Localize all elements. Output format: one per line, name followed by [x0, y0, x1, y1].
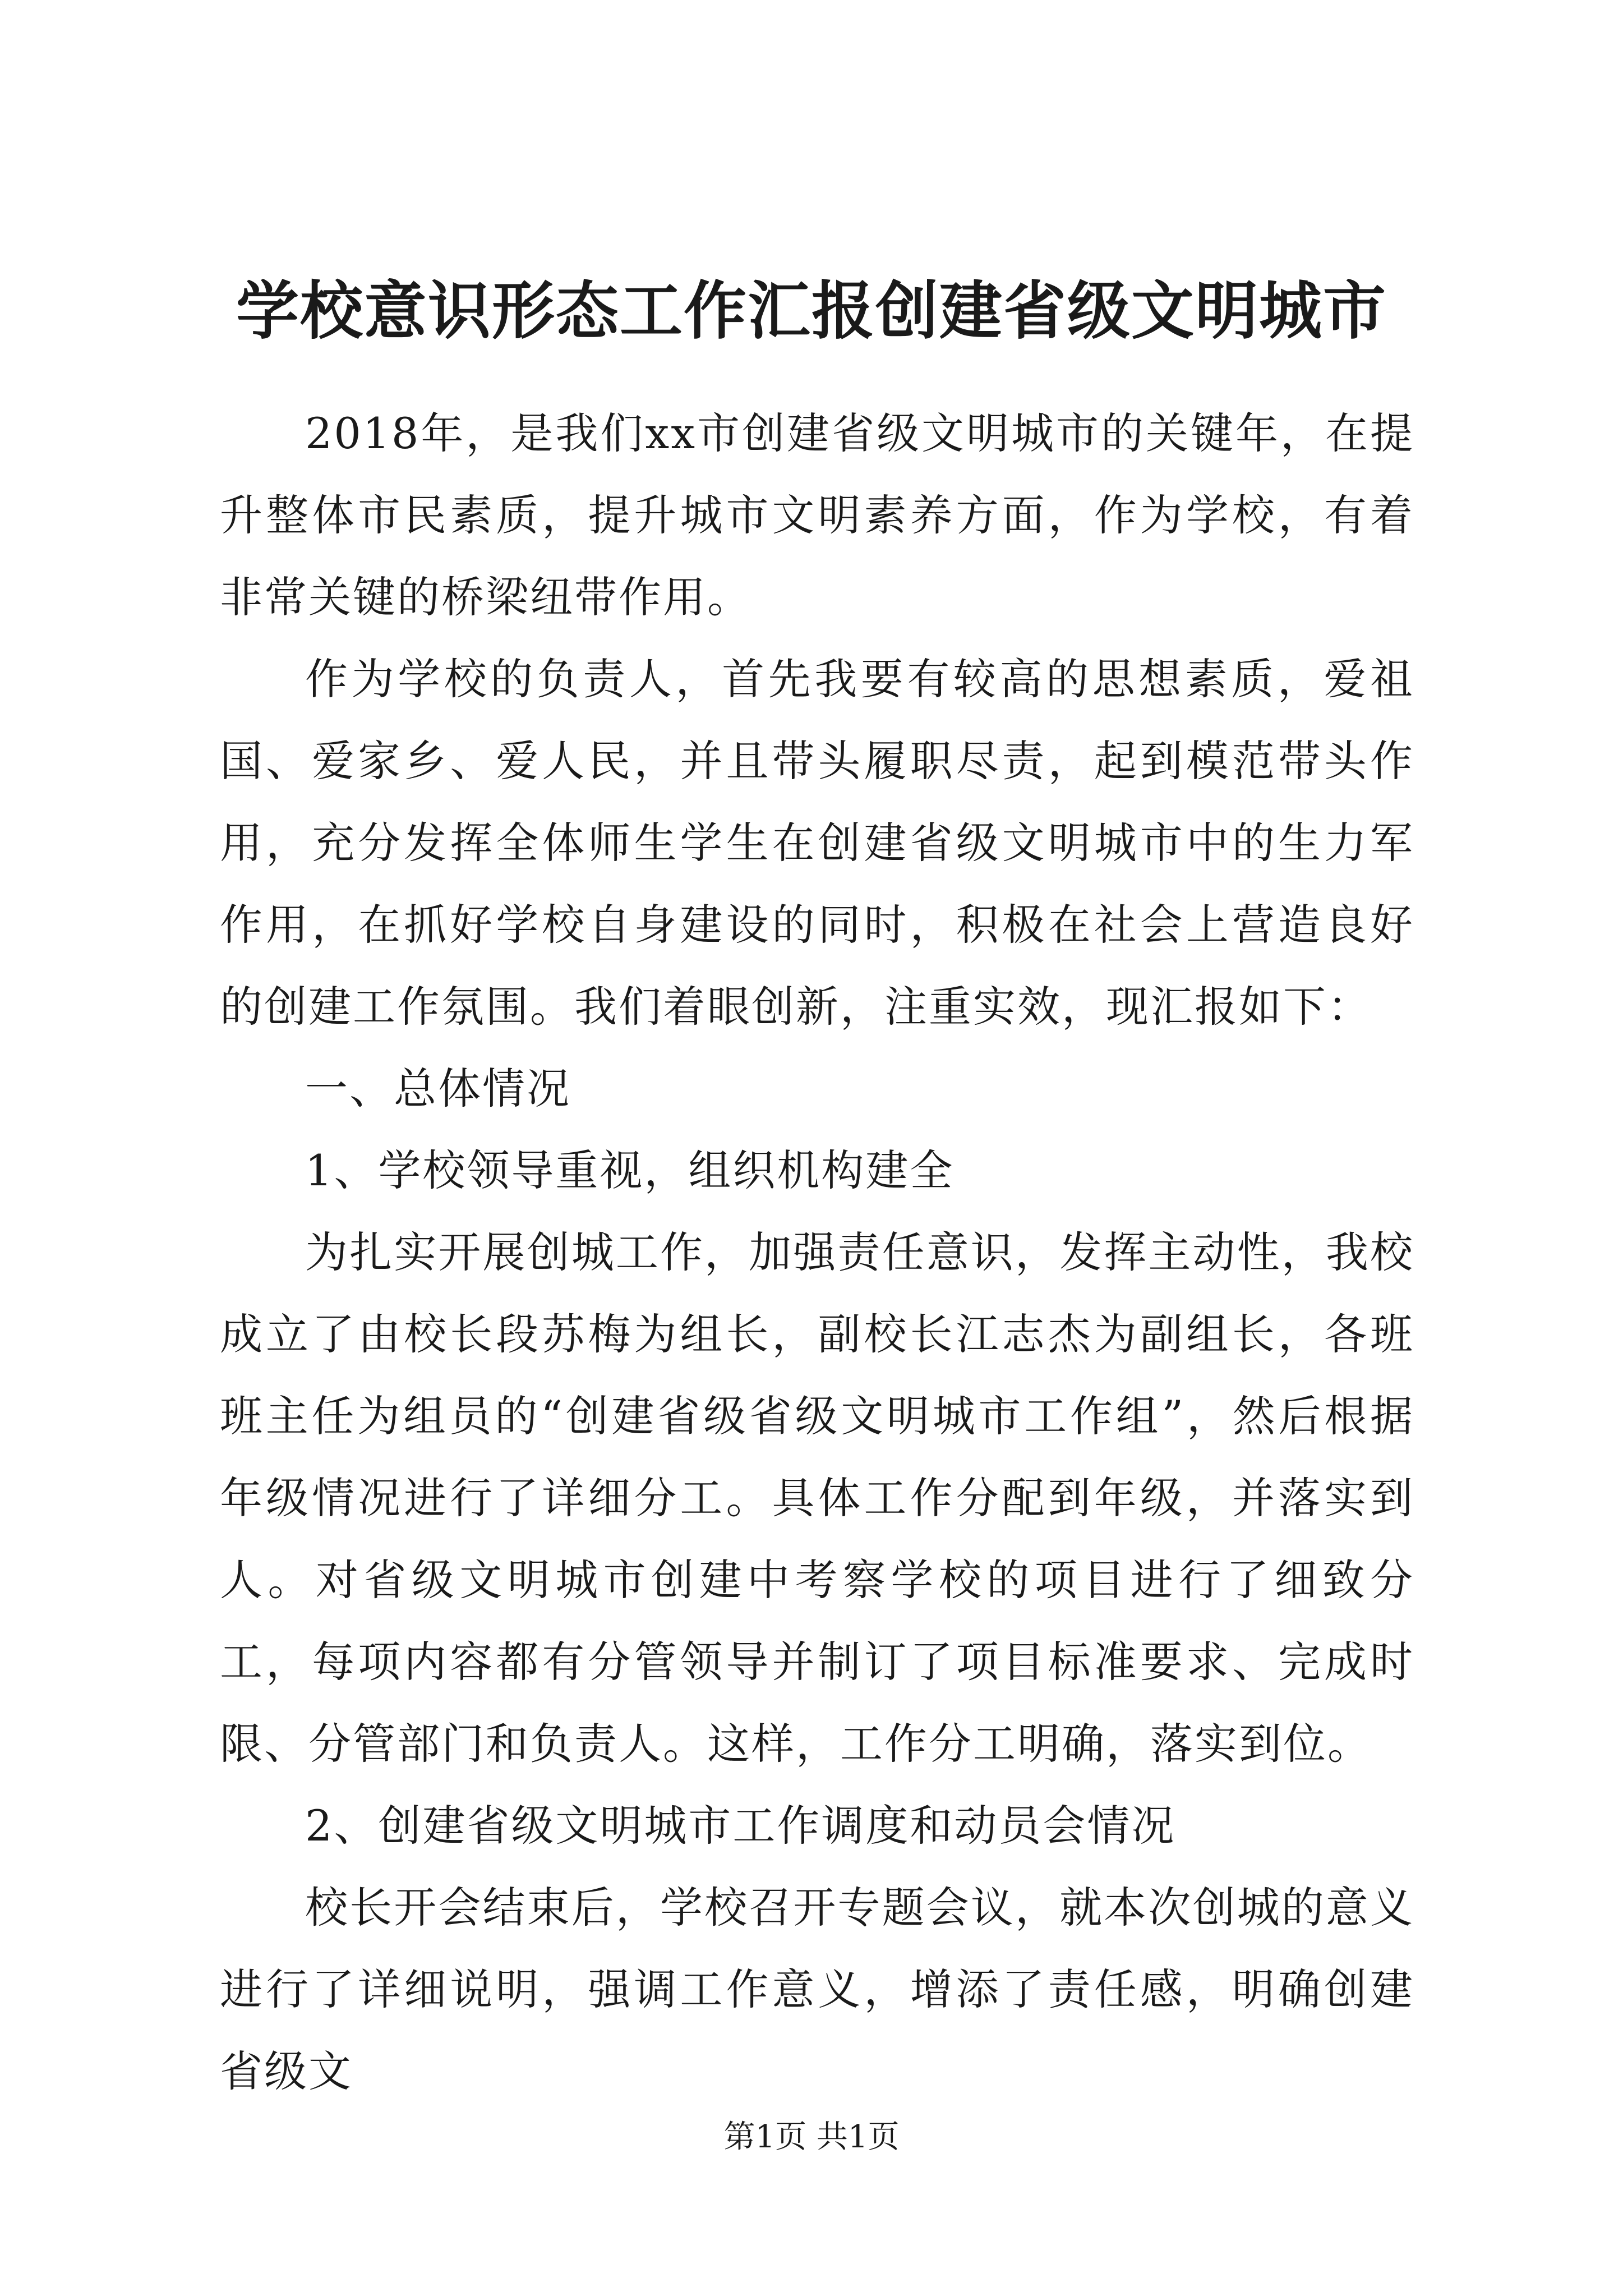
subsection-heading-leadership: 1、学校领导重视，组织机构建全	[305, 1145, 955, 1195]
page-number-footer: 第1页 共1页	[723, 2119, 900, 2155]
document-title: 学校意识形态工作汇报创建省级文明城市	[236, 274, 1387, 348]
subsection-heading-mobilization: 2、创建省级文明城市工作调度和动员会情况	[305, 1801, 1176, 1851]
paragraph-responsibility: 作为学校的负责人，首先我要有较高的思想素质，爱祖国、爱家乡、爱人民，并且带头履职尽责，起到模范带头作用，充分发挥全体师生学生在创建省级文明城市中的生力军作用，在抓好学校自身建设的同时，积极在社会上营造良好的创建工作氛围。我们着眼创新，注重实效，现汇报如下：	[220, 654, 1414, 1032]
paragraph-meeting: 校长开会结束后，学校召开专题会议，就本次创城的意义进行了详细说明，强调工作意义，增添了责任感，明确创建省级文	[220, 1883, 1414, 2096]
paragraph-intro: 2018年，是我们xx市创建省级文明城市的关键年，在提升整体市民素质，提升城市文明素养方面，作为学校，有着非常关键的桥梁纽带作用。	[220, 408, 1414, 622]
section-heading-overall: 一、总体情况	[305, 1064, 571, 1114]
paragraph-organization: 为扎实开展创城工作，加强责任意识，发挥主动性，我校成立了由校长段苏梅为组长，副校长江志杰为副组长，各班班主任为组员的“创建省级省级文明城市工作组”，然后根据年级情况进行了详细分工。具体工作分配到年级，并落实到人。对省级文明城市创建中考察学校的项目进行了细致分工，每项内容都有分管领导并制订了项目标准要求、完成时限、分管部门和负责人。这样，工作分工明确，落实到位。	[220, 1227, 1414, 1769]
document-body	[220, 393, 1414, 2113]
